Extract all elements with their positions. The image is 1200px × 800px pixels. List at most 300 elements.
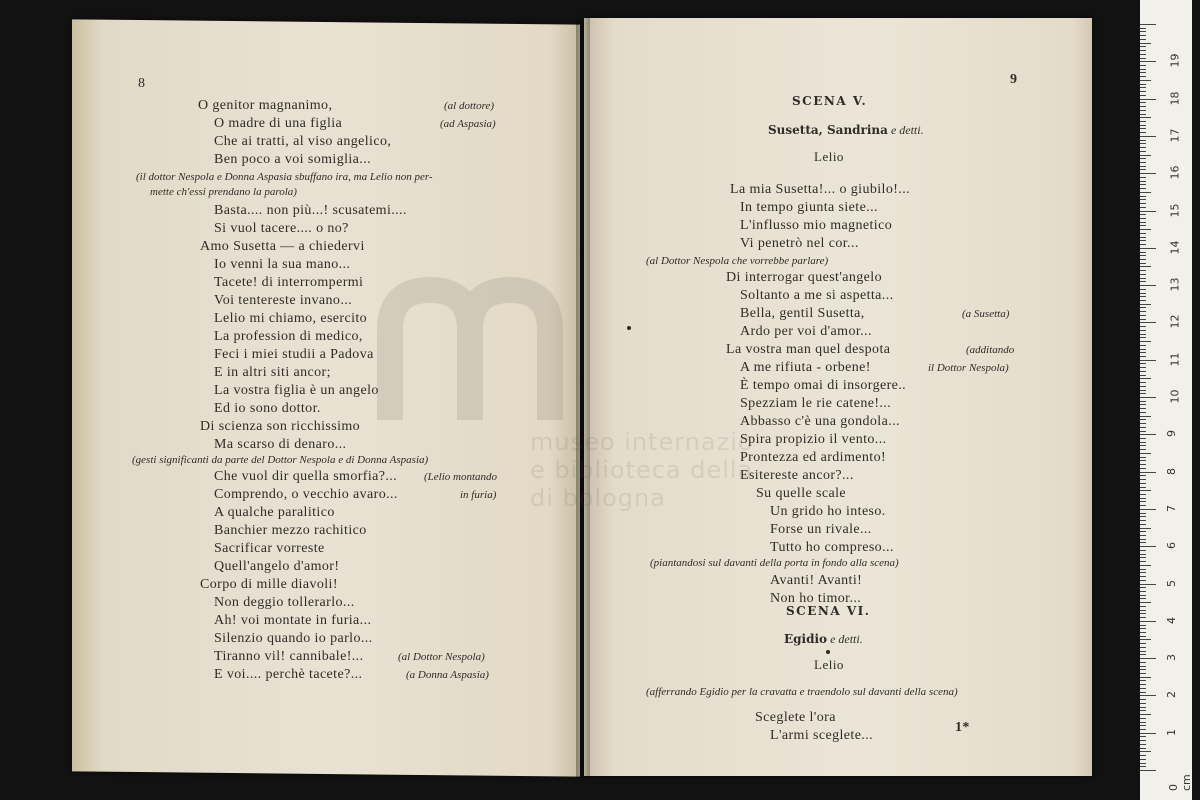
ruler-tick [1140, 576, 1146, 577]
speaker-name: Lelio [814, 149, 844, 164]
ruler-tick [1140, 524, 1146, 525]
ruler-tick [1140, 386, 1146, 387]
ruler-tick [1140, 207, 1146, 208]
ruler-tick [1140, 412, 1146, 413]
ruler-tick [1140, 688, 1146, 689]
ruler-tick [1140, 285, 1156, 286]
ruler-tick [1140, 244, 1146, 245]
ruler-tick [1140, 561, 1146, 562]
verse-line: Non ho timor... [770, 591, 862, 606]
ruler-tick [1140, 188, 1146, 189]
ruler-tick [1140, 84, 1146, 85]
verse-line: E voi.... perchè tacete?... [214, 667, 363, 682]
ruler-tick [1140, 707, 1146, 708]
ruler-tick [1140, 326, 1146, 327]
character-tail: e detti. [890, 123, 924, 137]
verse-line: Corpo di mille diavoli! [200, 577, 338, 592]
ruler-tick [1140, 763, 1146, 764]
verse-line: Soltanto a me si aspetta... [740, 288, 894, 303]
ruler-number: 13 [1168, 277, 1182, 292]
ruler-tick [1140, 755, 1146, 756]
ruler-tick [1140, 505, 1146, 506]
stage-direction: (al Dottor Nespola) [398, 651, 485, 663]
ruler-tick [1140, 352, 1146, 353]
ruler-tick [1140, 393, 1146, 394]
ruler-tick [1140, 222, 1146, 223]
ruler-tick [1140, 330, 1146, 331]
character-tail-2: e detti. [830, 632, 863, 646]
stage-direction: mette ch'essi prendano la parola) [150, 186, 297, 198]
ruler-tick [1140, 311, 1146, 312]
verse-line: La profession di medico, [214, 329, 363, 344]
ruler-tick [1140, 584, 1156, 585]
ruler-number: 12 [1168, 314, 1182, 329]
ruler-tick [1140, 449, 1146, 450]
ruler-tick [1140, 162, 1146, 163]
ruler-tick [1140, 770, 1156, 771]
ruler-tick [1140, 628, 1146, 629]
stage-direction: (additando [966, 344, 1015, 356]
verse-line: Basta.... non più...! scusatemi.... [214, 203, 407, 218]
ruler-tick [1140, 695, 1156, 696]
verse-line: Abbasso c'è una gondola... [740, 414, 900, 429]
ruler-tick [1140, 192, 1151, 193]
ruler-number: 19 [1168, 53, 1182, 68]
ruler-tick [1140, 263, 1146, 264]
ruler-tick [1140, 35, 1146, 36]
verse-line: Quell'angelo d'amor! [214, 559, 340, 574]
ruler-tick [1140, 740, 1146, 741]
ruler-tick [1140, 248, 1156, 249]
verse-line: L'armi sceglete... [770, 728, 874, 743]
ruler-tick [1140, 557, 1146, 558]
ruler-tick [1140, 535, 1146, 536]
ruler-tick [1140, 483, 1146, 484]
stage-direction: (ad Aspasia) [440, 118, 496, 130]
ruler-tick [1140, 513, 1146, 514]
ruler-tick [1140, 360, 1156, 361]
character-names-2: Egidio [784, 632, 828, 646]
ruler-tick [1140, 419, 1146, 420]
stage-direction: (Lelio montando [424, 471, 498, 483]
ruler-tick [1140, 304, 1151, 305]
ruler-tick [1140, 181, 1146, 182]
ruler-tick [1140, 39, 1146, 40]
scene-characters [768, 123, 924, 138]
ruler-tick [1140, 554, 1146, 555]
ruler-tick [1140, 255, 1146, 256]
character-names: Susetta, Sandrina [768, 123, 888, 137]
ruler-tick [1140, 319, 1146, 320]
ruler-number: 5 [1165, 579, 1178, 587]
ruler-tick [1140, 121, 1146, 122]
ruler-tick [1140, 546, 1156, 547]
ruler-tick [1140, 169, 1146, 170]
verse-line: Ah! voi montate in furia... [214, 613, 372, 628]
ruler-tick [1140, 184, 1146, 185]
ruler-tick [1140, 431, 1146, 432]
ruler-tick [1140, 72, 1146, 73]
ruler-tick [1140, 416, 1151, 417]
ruler-tick [1140, 87, 1146, 88]
ruler-number: 16 [1168, 165, 1182, 180]
ruler-tick [1140, 345, 1146, 346]
ruler-tick [1140, 151, 1146, 152]
ruler-tick [1140, 140, 1146, 141]
ruler-tick [1140, 729, 1146, 730]
ruler-tick [1140, 669, 1146, 670]
ruler-tick [1140, 666, 1146, 667]
ruler-tick [1140, 270, 1146, 271]
ruler-tick [1140, 472, 1156, 473]
ruler-tick [1140, 617, 1146, 618]
ruler-tick [1140, 606, 1146, 607]
ruler-tick [1140, 744, 1146, 745]
ruler-tick [1140, 132, 1146, 133]
verse-line: Silenzio quando io parlo... [214, 631, 373, 646]
stage-direction: (il dottor Nespola e Donna Aspasia sbuffano ira, ma Lelio non per- [136, 171, 433, 183]
ruler-tick [1140, 610, 1146, 611]
verse-line: Sacrificar vorreste [214, 541, 325, 556]
verse-line: È tempo omai di insorgere.. [740, 378, 907, 393]
ink-dot [826, 650, 830, 654]
ruler-tick [1140, 54, 1146, 55]
stage-direction: (al Dottor Nespola che vorrebbe parlare) [646, 255, 829, 267]
verse-line: Spira propizio il vento... [740, 432, 887, 447]
signature-mark: 1* [955, 720, 970, 735]
verse-line: Lelio mi chiamo, esercito [214, 311, 368, 326]
ruler-tick [1140, 341, 1151, 342]
ruler-tick [1140, 102, 1146, 103]
ruler-number: 18 [1168, 91, 1182, 106]
ruler-tick [1140, 378, 1151, 379]
ruler-tick [1140, 147, 1146, 148]
ruler-tick [1140, 296, 1146, 297]
ruler-number: 9 [1165, 430, 1178, 438]
ruler-tick [1140, 334, 1146, 335]
ruler-tick [1140, 155, 1151, 156]
verse-line: Banchier mezzo rachitico [214, 523, 367, 538]
ruler-tick [1140, 128, 1146, 129]
ruler-tick [1140, 460, 1146, 461]
ruler-number: 11 [1168, 352, 1182, 367]
ruler-tick [1140, 349, 1146, 350]
verse-line: La vostra man quel despota [726, 342, 891, 357]
scene-heading-2: SCENA VI. [786, 604, 871, 618]
ruler-number: 17 [1168, 128, 1182, 143]
ruler-tick [1140, 114, 1146, 115]
verse-line: E in altri siti ancor; [214, 365, 331, 380]
ruler-tick [1140, 680, 1146, 681]
ruler-tick [1140, 501, 1146, 502]
ruler-tick [1140, 259, 1146, 260]
verse-line: Avanti! Avanti! [770, 573, 863, 588]
ruler-tick [1140, 225, 1146, 226]
ruler-tick [1140, 367, 1146, 368]
ruler-tick [1140, 274, 1146, 275]
ruler-tick [1140, 43, 1151, 44]
ruler-tick [1140, 494, 1146, 495]
verse-line: Esitereste ancor?... [740, 468, 854, 483]
verse-line: Voi tentereste invano... [214, 293, 353, 308]
ruler-tick [1140, 736, 1146, 737]
verse-line: A qualche paralitico [214, 505, 335, 520]
ruler-tick [1140, 95, 1146, 96]
ruler-tick [1140, 725, 1146, 726]
verse-line: Tutto ho compreso... [770, 540, 894, 555]
ruler-tick [1140, 565, 1151, 566]
verse-line: Ed io sono dottor. [214, 401, 321, 416]
ruler-tick [1140, 281, 1146, 282]
stage-direction: (a Donna Aspasia) [406, 669, 489, 681]
ruler-tick [1140, 404, 1146, 405]
ruler-tick [1140, 278, 1146, 279]
ruler-tick [1140, 293, 1146, 294]
ruler-tick [1140, 166, 1146, 167]
ruler-number: 2 [1165, 691, 1178, 699]
ruler-tick [1140, 125, 1146, 126]
ruler-tick [1140, 602, 1151, 603]
ruler-tick [1140, 46, 1146, 47]
ruler-number: 15 [1168, 203, 1182, 217]
verse-line: Bella, gentil Susetta, [740, 306, 865, 321]
ruler-number: 4 [1165, 616, 1178, 624]
verse-line: Un grido ho inteso. [770, 504, 886, 519]
ruler-tick [1140, 684, 1146, 685]
page-number-left: 8 [138, 76, 145, 91]
ruler-tick [1140, 99, 1156, 100]
ruler-tick [1140, 91, 1146, 92]
measurement-ruler [1140, 0, 1192, 800]
ruler-number: 1 [1165, 728, 1178, 736]
ruler-tick [1140, 214, 1146, 215]
ruler-tick [1140, 289, 1146, 290]
stage-direction: (al dottore) [444, 100, 494, 112]
ruler-tick [1140, 662, 1146, 663]
ruler-tick [1140, 636, 1146, 637]
ruler-tick [1140, 699, 1146, 700]
verse-line: L'influsso mio magnetico [740, 218, 893, 233]
ruler-tick [1140, 427, 1146, 428]
scene-characters-2 [784, 632, 863, 647]
speaker-name-2: Lelio [814, 657, 844, 672]
ruler-tick [1140, 382, 1146, 383]
stage-direction: (afferrando Egidio per la cravatta e traendolo sul davanti della scena) [646, 686, 958, 698]
ruler-tick [1140, 438, 1146, 439]
verse-line: Vi penetrò nel cor... [740, 236, 859, 251]
ruler-tick [1140, 714, 1151, 715]
ruler-tick [1140, 76, 1146, 77]
stage-direction: (piantandosi sul davanti della porta in fondo alla scena) [650, 557, 899, 569]
ruler-tick [1140, 300, 1146, 301]
ruler-tick [1140, 498, 1146, 499]
book-gutter [576, 18, 590, 778]
ruler-tick [1140, 520, 1146, 521]
stage-direction: in furia) [460, 489, 497, 501]
ruler-tick [1140, 569, 1146, 570]
ruler-tick [1140, 106, 1146, 107]
ruler-tick [1140, 252, 1146, 253]
verse-line: Di scienza son ricchissimo [200, 419, 361, 434]
ruler-tick [1140, 50, 1146, 51]
ruler-tick [1140, 625, 1146, 626]
ruler-tick [1140, 117, 1151, 118]
ruler-tick [1140, 613, 1146, 614]
ruler-tick [1140, 307, 1146, 308]
ruler-tick [1140, 531, 1146, 532]
verse-line: Di interrogar quest'angelo [726, 270, 882, 285]
ruler-tick [1140, 356, 1146, 357]
verse-line: Tiranno vil! cannibale!... [214, 649, 364, 664]
ruler-tick [1140, 759, 1146, 760]
ruler-tick [1140, 647, 1146, 648]
ruler-tick [1140, 28, 1146, 29]
ruler-tick [1140, 240, 1146, 241]
ruler-tick [1140, 390, 1146, 391]
ruler-tick [1140, 733, 1156, 734]
ruler-tick [1140, 401, 1146, 402]
verse-line: Amo Susetta — a chiedervi [200, 239, 365, 254]
ruler-unit-label: 0 cm [1167, 774, 1193, 791]
stage-direction: il Dottor Nespola) [928, 362, 1009, 374]
ruler-tick [1140, 445, 1146, 446]
verse-line: Ben poco a voi somiglia... [214, 152, 371, 167]
ruler-tick [1140, 80, 1151, 81]
ruler-tick [1140, 337, 1146, 338]
verse-line: Feci i miei studii a Padova [214, 347, 374, 362]
ruler-tick [1140, 751, 1151, 752]
ruler-tick [1140, 542, 1146, 543]
ruler-tick [1140, 621, 1156, 622]
ruler-tick [1140, 673, 1146, 674]
ruler-tick [1140, 490, 1151, 491]
ruler-tick [1140, 587, 1146, 588]
verse-line: Ardo per voi d'amor... [740, 324, 872, 339]
verse-line: Non deggio tollerarlo... [214, 595, 355, 610]
ruler-tick [1140, 468, 1146, 469]
ruler-tick [1140, 65, 1146, 66]
ruler-tick [1140, 748, 1146, 749]
ruler-tick [1140, 110, 1146, 111]
ruler-tick [1140, 408, 1146, 409]
ruler-tick [1140, 475, 1146, 476]
ruler-tick [1140, 158, 1146, 159]
ruler-tick [1140, 654, 1146, 655]
ruler-tick [1140, 315, 1146, 316]
ruler-tick [1140, 24, 1156, 25]
ruler-tick [1140, 718, 1146, 719]
ruler-tick [1140, 442, 1146, 443]
verse-line: Prontezza ed ardimento! [740, 450, 887, 465]
ruler-tick [1140, 363, 1146, 364]
ruler-number: 8 [1165, 467, 1178, 475]
ruler-tick [1140, 423, 1146, 424]
verse-line: In tempo giunta siete... [740, 200, 878, 215]
ruler-tick [1140, 199, 1146, 200]
stage-direction: (gesti significanti da parte del Dottor Nespola e di Donna Aspasia) [132, 454, 429, 466]
ruler-tick [1140, 595, 1146, 596]
ruler-tick [1140, 572, 1146, 573]
ruler-tick [1140, 229, 1151, 230]
ruler-tick [1140, 487, 1146, 488]
verse-line: Sceglete l'ora [755, 710, 836, 725]
ruler-tick [1140, 710, 1146, 711]
verse-line: Che ai tratti, al viso angelico, [214, 134, 392, 149]
ruler-tick [1140, 639, 1151, 640]
ruler-tick [1140, 457, 1146, 458]
ruler-tick [1140, 528, 1151, 529]
ruler-tick [1140, 591, 1146, 592]
ruler-number: 3 [1165, 654, 1178, 662]
verse-line: La vostra figlia è un angelo [214, 383, 379, 398]
ruler-tick [1140, 632, 1146, 633]
ruler-tick [1140, 233, 1146, 234]
ruler-tick [1140, 550, 1146, 551]
ruler-tick [1140, 516, 1146, 517]
ruler-tick [1140, 722, 1146, 723]
ruler-tick [1140, 196, 1146, 197]
ruler-tick [1140, 703, 1146, 704]
ruler-tick [1140, 643, 1146, 644]
verse-line: Si vuol tacere.... o no? [214, 221, 349, 236]
verse-line: Spezziam le rie catene!... [740, 396, 892, 411]
ruler-tick [1140, 177, 1146, 178]
verse-line: Su quelle scale [756, 486, 846, 501]
verse-line: Io venni la sua mano... [214, 257, 351, 272]
ruler-tick [1140, 580, 1146, 581]
ruler-tick [1140, 434, 1156, 435]
verse-line: Comprendo, o vecchio avaro... [214, 487, 398, 502]
verse-line: O genitor magnanimo, [198, 98, 333, 113]
ink-dot-2 [627, 326, 631, 330]
page-number-right: 9 [1010, 72, 1017, 87]
verse-line: Ma scarso di denaro... [214, 437, 347, 452]
ruler-tick [1140, 31, 1146, 32]
ruler-tick [1140, 539, 1146, 540]
ruler-tick [1140, 218, 1146, 219]
verse-line: O madre di una figlia [214, 116, 343, 131]
ruler-tick [1140, 651, 1146, 652]
ruler-tick [1140, 375, 1146, 376]
verse-line: A me rifiuta - orbene! [740, 360, 871, 375]
ruler-tick [1140, 203, 1146, 204]
verse-line: Tacete! di interrompermi [214, 275, 364, 290]
verse-line: Forse un rivale... [770, 522, 872, 537]
ruler-tick [1140, 143, 1146, 144]
ruler-tick [1140, 266, 1151, 267]
ruler-tick [1140, 677, 1151, 678]
ruler-tick [1140, 69, 1146, 70]
ruler-number: 6 [1165, 542, 1178, 550]
ruler-tick [1140, 479, 1146, 480]
ruler-tick [1140, 371, 1146, 372]
verse-line: Che vuol dir quella smorfia?... [214, 469, 398, 484]
ruler-tick [1140, 58, 1146, 59]
ruler-number: 7 [1165, 504, 1178, 512]
ruler-tick [1140, 61, 1156, 62]
ruler-tick [1140, 322, 1156, 323]
ruler-tick [1140, 692, 1146, 693]
ruler-tick [1140, 136, 1156, 137]
ruler-number: 10 [1168, 389, 1182, 404]
ruler-tick [1140, 211, 1156, 212]
stage-direction: (a Susetta) [962, 308, 1010, 320]
ruler-tick [1140, 598, 1146, 599]
scene-heading: SCENA V. [792, 94, 868, 108]
ruler-tick [1140, 509, 1156, 510]
ruler-tick [1140, 237, 1146, 238]
ruler-tick [1140, 658, 1156, 659]
